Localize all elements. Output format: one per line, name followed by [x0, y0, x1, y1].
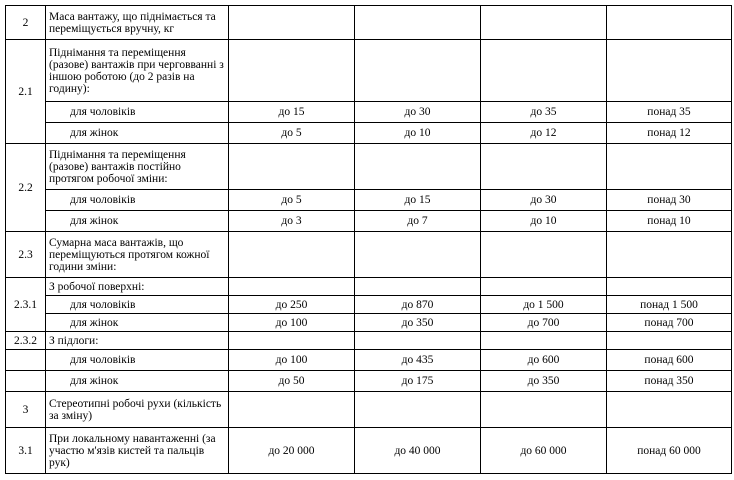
- table-row: [6, 350, 732, 371]
- value-cell: [355, 278, 481, 296]
- row-description: Сумарна маса вантажів, що переміщуються протягом кожної години зміни:: [46, 232, 229, 278]
- row-description: Стереотипні робочі рухи (кількість за зміну): [46, 392, 229, 428]
- value-cell: до 600: [481, 350, 607, 371]
- value-cell: до 40 000: [355, 428, 481, 474]
- table-row: [6, 314, 732, 332]
- value-cell: [229, 40, 355, 102]
- value-cell: [355, 232, 481, 278]
- row-number: 2.2: [6, 144, 46, 232]
- value-cell: [229, 332, 355, 350]
- row-description: При локальному навантаженні (за участю м'язів кистей та пальців рук): [46, 428, 229, 474]
- table-row: [6, 6, 732, 40]
- value-cell: до 60 000: [481, 428, 607, 474]
- value-cell: [607, 232, 732, 278]
- value-cell: до 12: [481, 123, 607, 144]
- value-cell: [229, 232, 355, 278]
- value-cell: понад 30: [607, 190, 732, 211]
- value-cell: [229, 278, 355, 296]
- row-description: З підлоги:: [46, 332, 229, 350]
- value-cell: [481, 40, 607, 102]
- value-cell: до 30: [481, 190, 607, 211]
- value-cell: [355, 392, 481, 428]
- value-cell: [355, 40, 481, 102]
- value-cell: понад 35: [607, 102, 732, 123]
- row-number: [6, 350, 46, 371]
- value-cell: [229, 144, 355, 190]
- value-cell: [607, 278, 732, 296]
- value-cell: [607, 144, 732, 190]
- row-number: 2: [6, 6, 46, 40]
- row-description: для чоловіків: [46, 190, 229, 211]
- value-cell: понад 600: [607, 350, 732, 371]
- value-cell: понад 12: [607, 123, 732, 144]
- row-description: для жінок: [46, 211, 229, 232]
- value-cell: [229, 392, 355, 428]
- table-row: [6, 296, 732, 314]
- value-cell: до 50: [229, 371, 355, 392]
- row-number: 2.1: [6, 40, 46, 144]
- value-cell: понад 10: [607, 211, 732, 232]
- row-number: [6, 371, 46, 392]
- table-row: [6, 371, 732, 392]
- table-row: [6, 392, 732, 428]
- table-row: [6, 232, 732, 278]
- value-cell: до 5: [229, 190, 355, 211]
- table-row: [6, 211, 732, 232]
- value-cell: до 1 500: [481, 296, 607, 314]
- value-cell: [355, 6, 481, 40]
- value-cell: до 350: [355, 314, 481, 332]
- value-cell: до 350: [481, 371, 607, 392]
- row-description: Піднімання та переміщення (разове) вантажів при черговванні з іншою роботою (до 2 разів на годину):: [46, 40, 229, 102]
- value-cell: до 250: [229, 296, 355, 314]
- value-cell: до 100: [229, 350, 355, 371]
- table-row: [6, 332, 732, 350]
- value-cell: до 435: [355, 350, 481, 371]
- value-cell: [355, 332, 481, 350]
- row-description: для жінок: [46, 123, 229, 144]
- table-row: [6, 123, 732, 144]
- value-cell: [481, 232, 607, 278]
- value-cell: понад 350: [607, 371, 732, 392]
- value-cell: [607, 6, 732, 40]
- table-row: [6, 190, 732, 211]
- row-number: 3.1: [6, 428, 46, 474]
- value-cell: до 20 000: [229, 428, 355, 474]
- table-row: [6, 102, 732, 123]
- table-row: [6, 428, 732, 474]
- row-number: 2.3.1: [6, 278, 46, 332]
- value-cell: до 7: [355, 211, 481, 232]
- row-description: для чоловіків: [46, 296, 229, 314]
- table-row: [6, 278, 732, 296]
- value-cell: понад 1 500: [607, 296, 732, 314]
- value-cell: [481, 392, 607, 428]
- value-cell: понад 700: [607, 314, 732, 332]
- norms-table: [5, 5, 732, 474]
- row-description: для жінок: [46, 371, 229, 392]
- row-description: Маса вантажу, що піднімається та переміщується вручну, кг: [46, 6, 229, 40]
- value-cell: [607, 40, 732, 102]
- value-cell: [607, 392, 732, 428]
- row-description: З робочої поверхні:: [46, 278, 229, 296]
- row-number: 2.3.2: [6, 332, 46, 350]
- value-cell: до 700: [481, 314, 607, 332]
- value-cell: до 15: [229, 102, 355, 123]
- row-number: 2.3: [6, 232, 46, 278]
- value-cell: [229, 6, 355, 40]
- row-description: для чоловіків: [46, 350, 229, 371]
- row-description: Піднімання та переміщення (разове) вантажів постійно протягом робочої зміни:: [46, 144, 229, 190]
- value-cell: [481, 144, 607, 190]
- value-cell: [607, 332, 732, 350]
- value-cell: [481, 332, 607, 350]
- value-cell: до 30: [355, 102, 481, 123]
- row-description: для жінок: [46, 314, 229, 332]
- value-cell: [355, 144, 481, 190]
- value-cell: до 15: [355, 190, 481, 211]
- table-row: [6, 144, 732, 190]
- value-cell: до 10: [355, 123, 481, 144]
- value-cell: до 10: [481, 211, 607, 232]
- value-cell: до 5: [229, 123, 355, 144]
- value-cell: до 35: [481, 102, 607, 123]
- table-row: [6, 40, 732, 102]
- value-cell: до 870: [355, 296, 481, 314]
- value-cell: до 175: [355, 371, 481, 392]
- value-cell: [481, 278, 607, 296]
- value-cell: до 3: [229, 211, 355, 232]
- value-cell: [481, 6, 607, 40]
- value-cell: до 100: [229, 314, 355, 332]
- row-description: для чоловіків: [46, 102, 229, 123]
- value-cell: понад 60 000: [607, 428, 732, 474]
- row-number: 3: [6, 392, 46, 428]
